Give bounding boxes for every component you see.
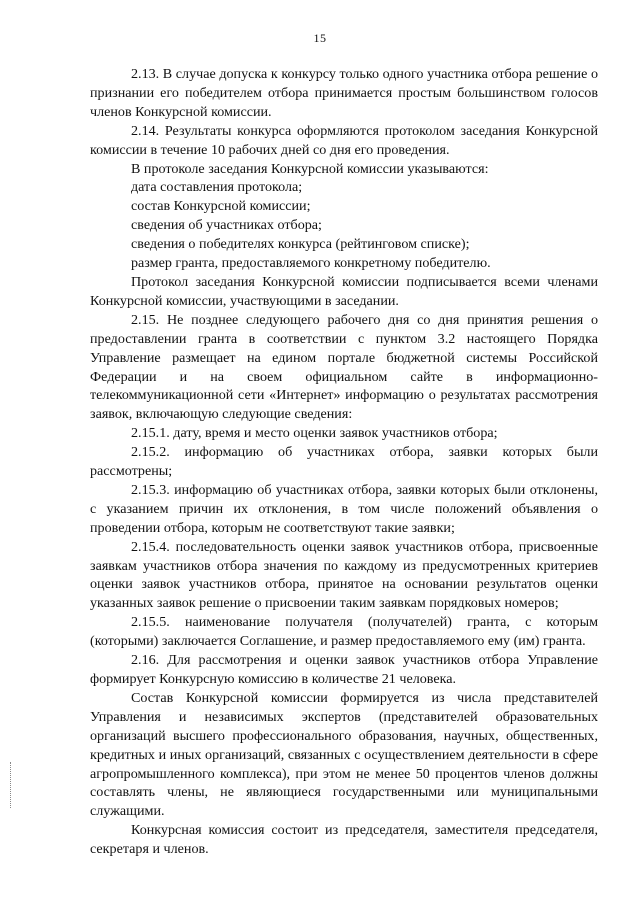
paragraph-commission-members: Состав Конкурсной комиссии формируется из числа представителей Управления и независимых экспертов (представителей образовательных организаций высшего профессионального образования, научных, общественных, кредитных и иных организаций, связанных с осуществлением деятельности в сфере агропромышленного комплекса), при этом не менее 50 процентов членов должны составлять члены, не являющиеся государственными или муниципальными служащими. xyxy=(90,689,598,820)
paragraph-2-15-4: 2.15.4. последовательность оценки заявок участников отбора, присвоенные заявкам участников отбора значения по каждому из предусмотренных критериев оценки заявок участников отбора, принятое на основании результатов оценки указанных заявок решение о присвоении таким заявкам порядковых номеров; xyxy=(90,538,598,612)
paragraph-2-15-5: 2.15.5. наименование получателя (получателей) гранта, с которым (которыми) заключается Соглашение, и размер предоставляемого ему (им) гранта. xyxy=(90,614,598,650)
paragraph-2-15-3: 2.15.3. информацию об участниках отбора, заявки которых были отклонены, с указанием причин их отклонения, в том числе положений объявления о проведении отбора, которым не соответствуют такие заявки; xyxy=(90,481,598,536)
document-body xyxy=(90,65,598,859)
list-item-grant-size: размер гранта, предоставляемого конкретному победителю. xyxy=(131,255,491,272)
paragraph-2-13: 2.13. В случае допуска к конкурсу только одного участника отбора решение о признании его победителем отбора принимается простым большинством голосов членов Конкурсной комиссии. xyxy=(90,66,598,120)
paragraph-2-16: 2.16. Для рассмотрения и оценки заявок участников отбора Управление формирует Конкурсную комиссию в количестве 21 человека. xyxy=(90,652,598,687)
paragraph-protocol-intro: В протоколе заседания Конкурсной комиссии указываются: xyxy=(131,160,489,177)
list-item-participants-info: сведения об участниках отбора; xyxy=(131,217,322,234)
paragraph-2-15-1: 2.15.1. дату, время и место оценки заявок участников отбора; xyxy=(131,425,498,442)
page-number: 15 xyxy=(313,31,327,45)
paragraph-commission-structure: Конкурсная комиссия состоит из председателя, заместителя председателя, секретаря и членов. xyxy=(90,822,598,858)
paragraph-2-15: 2.15. Не позднее следующего рабочего дня со дня принятия решения о предоставлении гранта в соответствии с пунктом 3.2 настоящего Порядка Управление размещает на едином портале бюджетной системы Российской Федерации и на своем официальном сайте в информационно-телекоммуникационной сети «Интернет» информацию о результатах рассмотрения заявок, включающую следующие сведения: xyxy=(90,311,598,423)
paragraph-protocol-signed: Протокол заседания Конкурсной комиссии подписывается всеми членами Конкурсной комиссии, участвующими в заседании. xyxy=(90,273,598,309)
list-item-winners-info: сведения о победителях конкурса (рейтинговом списке); xyxy=(131,236,470,253)
scan-margin-mark xyxy=(10,762,13,808)
list-item-commission-composition: состав Конкурсной комиссии; xyxy=(131,198,311,215)
paragraph-2-15-2: 2.15.2. информацию об участниках отбора, заявки которых были рассмотрены; xyxy=(90,444,598,480)
paragraph-2-14: 2.14. Результаты конкурса оформляются протоколом заседания Конкурсной комиссии в течение 10 рабочих дней со дня его проведения. xyxy=(90,122,598,158)
list-item-protocol-date: дата составления протокола; xyxy=(131,179,303,196)
